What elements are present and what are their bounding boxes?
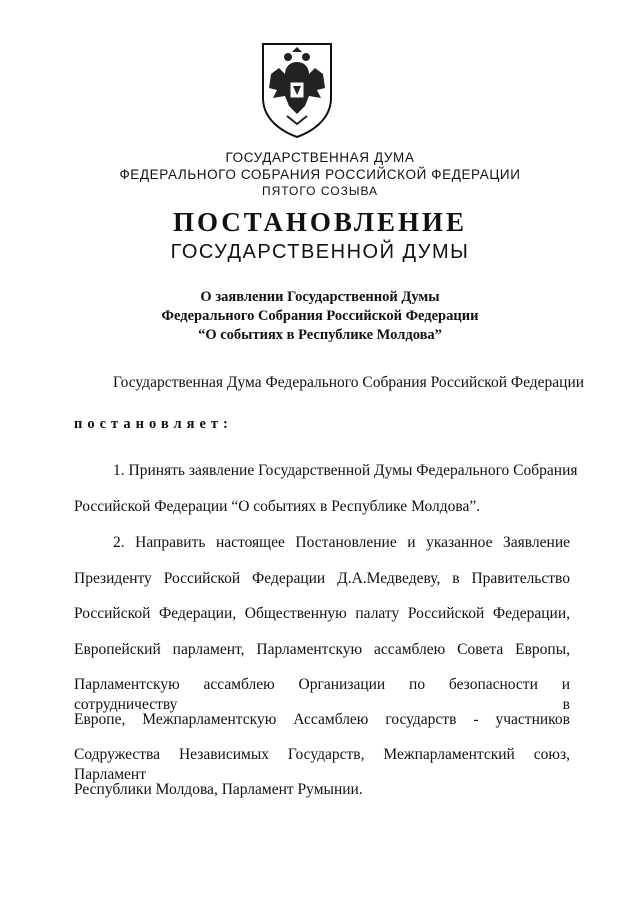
resolves-word: постановляет: xyxy=(74,416,233,432)
paragraph2-line4: Европейский парламент, Парламентскую ассамблею Совета Европы, xyxy=(74,641,570,658)
paragraph2-line6: Европе, Межпарламентскую Ассамблею государств - участников xyxy=(74,711,570,728)
paragraph2-line1: 2. Направить настоящее Постановление и указанное Заявление xyxy=(113,534,570,551)
convocation-line: ПЯТОГО СОЗЫВА xyxy=(261,184,379,198)
paragraph1-line1: 1. Принять заявление Государственной Думы Федерального Собрания xyxy=(113,462,578,479)
subject-line1: О заявлении Государственной Думы xyxy=(200,289,440,305)
paragraph2-line3: Российской Федерации, Общественную палату Российской Федерации, xyxy=(74,605,570,622)
org-name-line1: ГОСУДАРСТВЕННАЯ ДУМА xyxy=(225,150,415,165)
paragraph2-line5: Парламентскую ассамблею Организации по безопасности и сотрудничеству в xyxy=(74,676,570,713)
document-issuer: ГОСУДАРСТВЕННОЙ ДУМЫ xyxy=(170,241,470,263)
paragraph1-line2: Российской Федерации “О событиях в Республике Молдова”. xyxy=(74,498,481,515)
subject-line2: Федерального Собрания Российской Федерации xyxy=(161,308,479,324)
paragraph2-line2: Президенту Российской Федерации Д.А.Медведеву, в Правительство xyxy=(74,570,570,587)
subject-line3: “О событиях в Республике Молдова” xyxy=(198,327,442,343)
preamble-text: Государственная Дума Федерального Собрания Российской Федерации xyxy=(113,374,585,391)
paragraph2-line7: Содружества Независимых Государств, Межпарламентский союз, Парламент xyxy=(74,746,570,783)
paragraph2-line8: Республики Молдова, Парламент Румынии. xyxy=(74,781,363,798)
org-name-line2: ФЕДЕРАЛЬНОГО СОБРАНИЯ РОССИЙСКОЙ ФЕДЕРАЦИИ xyxy=(119,167,521,182)
coat-of-arms-icon xyxy=(259,40,335,140)
document-type-title: ПОСТАНОВЛЕНИЕ xyxy=(172,207,468,237)
